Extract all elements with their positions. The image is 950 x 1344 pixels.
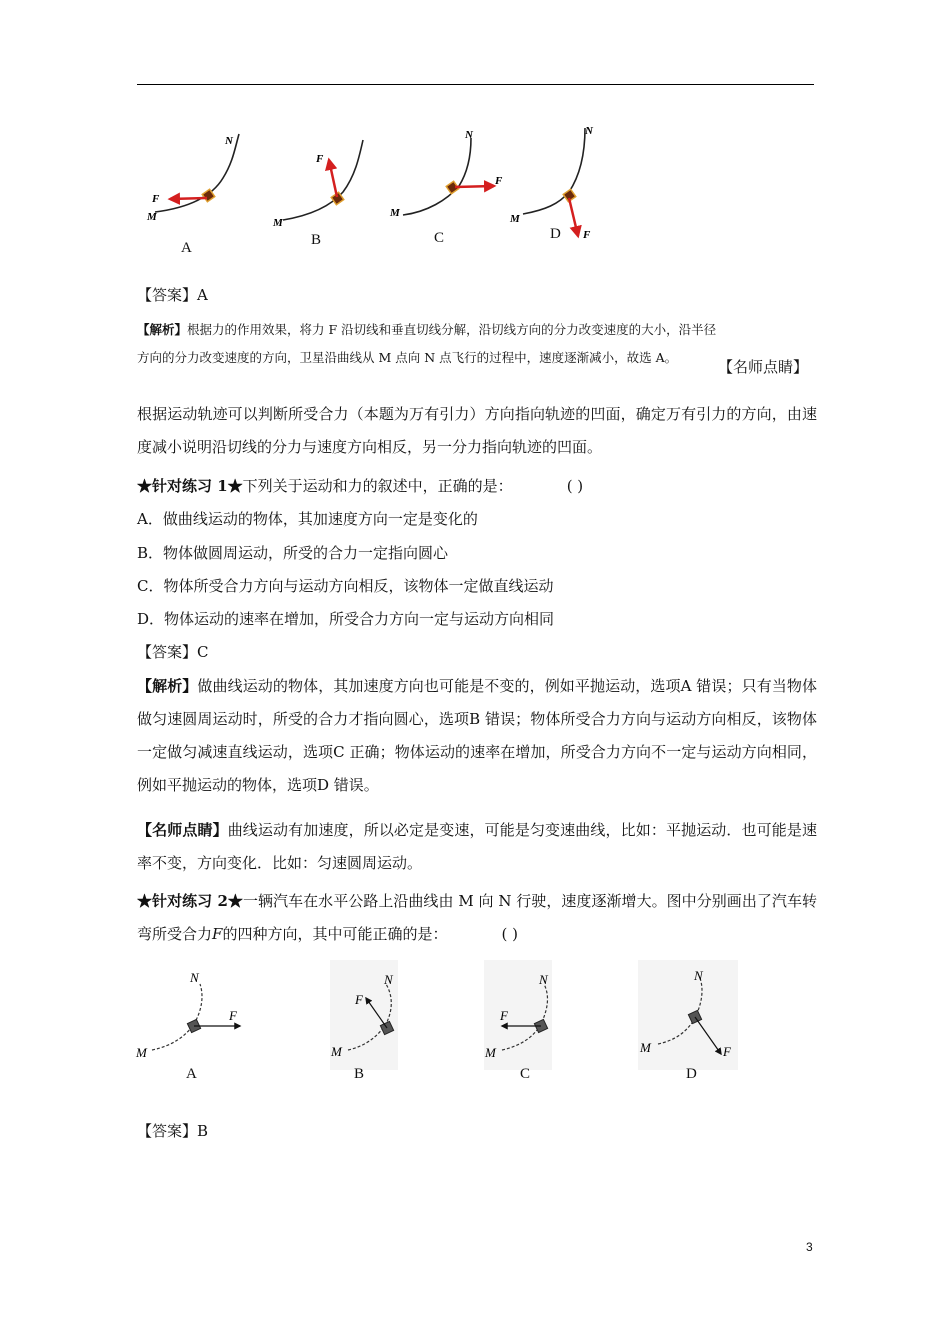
ex2-question — [137, 885, 817, 951]
figure1-d-N: N — [585, 125, 593, 137]
q1-answer: 【答案】A — [137, 286, 208, 304]
ex2-paren: ( ) — [501, 925, 518, 943]
ex1-analysis — [137, 670, 817, 802]
ex1-title: ★针对练习 1★ — [137, 477, 243, 495]
ex1-tip-text: 曲线运动有加速度，所以必定是变速，可能是匀变速曲线，比如：平抛运动．也可能是速率不变，方向变化．比如：匀速圆周运动。 — [137, 821, 817, 872]
figure1-c-F: F — [495, 175, 503, 187]
q1-tip-text: 根据运动轨迹可以判断所受合力（本题为万有引力）方向指向轨迹的凹面，确定万有引力的方向，由速度减小说明沿切线的分力与速度方向相反，另一分力指向轨迹的凹面。 — [137, 405, 817, 456]
ex1-paren: ( ) — [566, 477, 584, 495]
ex1-answer: 【答案】C — [137, 643, 209, 661]
figure2-a-N: N — [190, 970, 199, 985]
ex1-analysis-text: 做曲线运动的物体，其加速度方向也可能是不变的，例如平抛运动，选项A 错误；只有当物体做匀速圆周运动时，所受的合力才指向圆心，选项B 错误；物体所受合力方向与运动方向相反，该物体一定做匀减速直线运动，选项C 正确；物体运动的速率在增加，所受合力方向不一定与运动方向相同，例如平抛运动的物体，选项D 错误。 — [137, 677, 817, 794]
figure2-d-F: F — [723, 1044, 731, 1059]
figure2-c-N: N — [539, 972, 548, 987]
figure2-option-a — [135, 970, 240, 1060]
ex2-title: ★针对练习 2★ — [137, 892, 243, 910]
figure2-a-M: M — [136, 1045, 147, 1060]
q1-analysis-tag: 【解析】 — [137, 322, 188, 337]
figure1-d-F: F — [583, 229, 591, 241]
figure1-a-M: M — [147, 211, 157, 223]
figure1-b-F: F — [316, 153, 324, 165]
ex1-question — [137, 476, 583, 496]
figure2-b-M: M — [331, 1044, 342, 1059]
figure2-c-M: M — [485, 1045, 496, 1060]
ex1-tip-tag: 【名师点睛】 — [137, 821, 228, 839]
figure2-d-N: N — [694, 968, 703, 983]
figure1-option-a — [146, 134, 239, 223]
ex1-question-text: 下列关于运动和力的叙述中，正确的是： — [242, 477, 513, 495]
figure1-option-d — [509, 125, 594, 241]
figure1-option-b — [272, 140, 363, 229]
figure1-label-a: A — [181, 240, 192, 256]
figure2-label-b: B — [354, 1066, 365, 1082]
ex1-option-c: C．物体所受合力方向与运动方向相反，该物体一定做直线运动 — [137, 577, 554, 595]
page-number: 3 — [806, 1240, 813, 1254]
q1-analysis-text1: 根据力的作用效果，将力 F 沿切线和垂直切线分解，沿切线方向的分力改变速度的大小，沿半径 — [187, 322, 717, 337]
figure2-label-d: D — [686, 1066, 697, 1082]
ex1-option-d: D．物体运动的速率在增加，所受合力方向一定与运动方向相同 — [137, 610, 555, 628]
figure-car-force-options — [130, 960, 750, 1070]
figure2-a-F: F — [229, 1008, 237, 1023]
figure2-b-N: N — [384, 972, 393, 987]
q1-analysis-line1 — [137, 320, 716, 340]
figure2-c-F: F — [500, 1008, 508, 1023]
q1-tip-tag: 【名师点睛】 — [718, 358, 809, 376]
ex1-tip — [137, 814, 817, 880]
ex1-analysis-tag: 【解析】 — [137, 677, 198, 695]
figure1-label-c: C — [434, 230, 445, 246]
ex2-question-text-b: 的四种方向，其中可能正确的是： — [222, 925, 448, 943]
figure1-a-N: N — [225, 135, 233, 147]
figure1-b-M: M — [273, 217, 283, 229]
figure2-b-F: F — [355, 992, 363, 1007]
ex1-option-b: B．物体做圆周运动，所受的合力一定指向圆心 — [137, 544, 449, 562]
figure1-c-N: N — [465, 129, 473, 141]
header-rule — [137, 84, 814, 85]
figure1-a-F: F — [152, 193, 160, 205]
ex2-question-text-a: 一辆汽车在水平公路上沿曲线由 M 向 N 行驶，速度逐渐增大。图中分别画出了汽车转弯所受合力 — [137, 892, 817, 943]
figure1-option-c — [389, 129, 503, 219]
ex2-answer: 【答案】B — [137, 1122, 209, 1140]
figure1-c-M: M — [390, 207, 400, 219]
figure2-label-c: C — [520, 1066, 531, 1082]
ex1-option-a: A．做曲线运动的物体，其加速度方向一定是变化的 — [137, 510, 478, 528]
figure-satellite-force-options — [137, 120, 617, 260]
figure1-label-d: D — [550, 226, 561, 242]
figure2-label-a: A — [186, 1066, 197, 1082]
ex2-question-f: F — [212, 925, 223, 943]
figure1-d-M: M — [510, 213, 520, 225]
figure2-d-M: M — [640, 1040, 651, 1055]
figure1-label-b: B — [311, 232, 322, 248]
q1-analysis-line2: 方向的分力改变速度的方向，卫星沿曲线从 M 点向 N 点飞行的过程中，速度逐渐减小，故选 A。 — [137, 350, 678, 365]
